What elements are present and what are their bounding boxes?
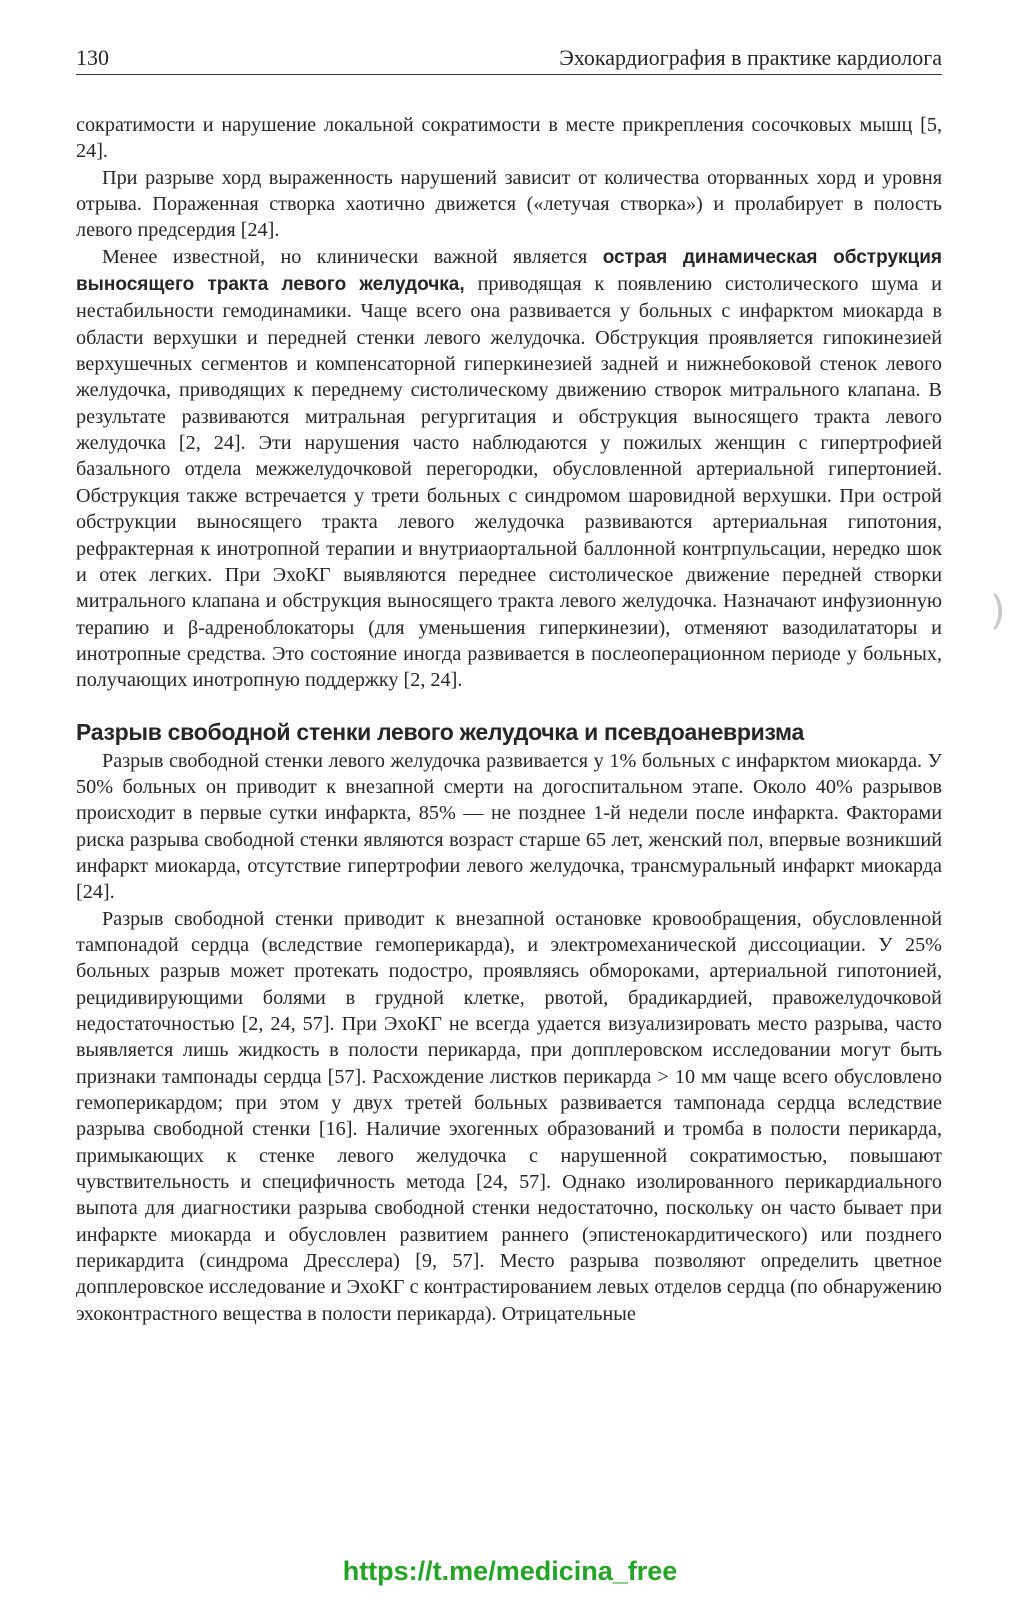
telegram-link[interactable]: https://t.me/medicina_free — [342, 1556, 678, 1586]
body-text — [76, 112, 942, 1327]
section-heading: Разрыв свободной стенки левого желудочка и псевдоаневризма — [76, 718, 804, 745]
page-header — [76, 44, 942, 75]
page-number: 130 — [76, 45, 109, 70]
running-title: Эхокардиография в практике кардиолога — [559, 45, 942, 70]
paragraph-free-wall-rupture: Разрыв свободной стенки левого желудочка развивается у 1% больных с инфарктом миокарда. У 50% больных он приводит к внезапной смерти на догоспитальном этапе. Около 40% разрывов происходит в первые сутки инфаркта, 85% — не позднее 1-й недели после инфаркта. Факторами риска разрыва свободной стенки являются возраст старше 65 лет, женский пол, впервые возникший инфаркт миокарда, отсутствие гипертрофии левого желудочка, трансмуральный инфаркт миокарда [24]. — [76, 749, 942, 904]
paragraph-lvot-obstruction — [76, 244, 942, 694]
paragraph-chord-rupture: При разрыве хорд выраженность нарушений зависит от количества оторванных хорд и уровня отрыва. Пораженная створка хаотично движется («летучая створка») и пролабирует в полость левого предсердия [24]. — [76, 166, 942, 242]
paragraph-free-wall-consequences: Разрыв свободной стенки приводит к внезапной остановке кровообращения, обусловленной тампонадой сердца (вследствие гемоперикарда), и электромеханической диссоциации. У 25% больных разрыв может протекать подостро, проявляясь обмороками, артериальной гипотонией, рецидивирующими болями в грудной клетке, рвотой, брадикардией, правожелудочковой недостаточностью [2, 24, 57]. При ЭхоКГ не всегда удается визуализировать место разрыва, часто выявляется лишь жидкость в полости перикарда, при допплеровском исследовании могут быть признаки тампонады сердца [57]. Расхождение листков перикарда > 10 мм чаще всего обусловлено гемоперикардом; при этом у двух третей больных развивается тампонада сердца вследствие разрыва свободной стенки [16]. Наличие эхогенных образований и тромба в полости перикарда, примыкающих к стенке левого желудочка с нарушенной сократимостью, повышают чувствительность и специфичность метода [24, 57]. Однако изолированного перикардиального выпота для диагностики разрыва свободной стенки недостаточно, поскольку он часто бывает при инфаркте миокарда и обусловлен развитием раннего (эпистенокардитического) или позднего перикардита (синдрома Дресслера) [9, 57]. Место разрыва позволяют определить цветное допплеровское исследование и ЭхоКГ с контрастированием левых отделов сердца (по обнаружению эхоконтрастного вещества в полости перикарда). Отрицательные — [76, 907, 942, 1325]
paragraph-continued: сократимости и нарушение локальной сократимости в месте прикрепления сосочковых мышц [5, 24]. — [76, 114, 942, 163]
bold-term-lvot-obstruction: острая динамическая обструкция выносящего тракта левого желудочка, — [76, 246, 942, 296]
page-edge-mark: ) — [990, 588, 1006, 634]
paragraph-lvot-rest: приводящая к появлению систолического шума и нестабильности гемодинамики. Чаще всего она развивается у больных с инфарктом миокарда в области верхушки и передней стенки левого желудочка. Обструкция проявляется гипокинезией верхушечных сегментов и компенсаторной гиперкинезией задней и нижнебоковой стенок левого желудочка, приводящих к переднему систолическому движению створок митрального клапана. В результате развиваются митральная регургитация и обструкция выносящего тракта левого желудочка [2, 24]. Эти нарушения часто наблюдаются у пожилых женщин с гипертрофией базального отдела межжелудочковой перегородки, обусловленной артериальной гипертонией. Обструкция также встречается у трети больных с синдромом шаровидной верхушки. При острой обструкции выносящего тракта левого желудочка развиваются артериальная гипотония, рефрактерная к инотропной терапии и внутриаортальной баллонной контрпульсации, нередко шок и отек легких. При ЭхоКГ выявляются переднее систолическое движение передней створки митрального клапана и обструкция выносящего тракта левого желудочка. Назначают инфузионную терапию и β-адреноблокаторы (для уменьшения гиперкинезии), отменяют вазодилататоры и инотропные средства. Это состояние иногда развивается в послеоперационном периоде у больных, получающих инотропную поддержку [2, 24]. — [76, 273, 942, 692]
paragraph-lvot-start: Менее известной, но клинически важной является — [102, 245, 603, 268]
